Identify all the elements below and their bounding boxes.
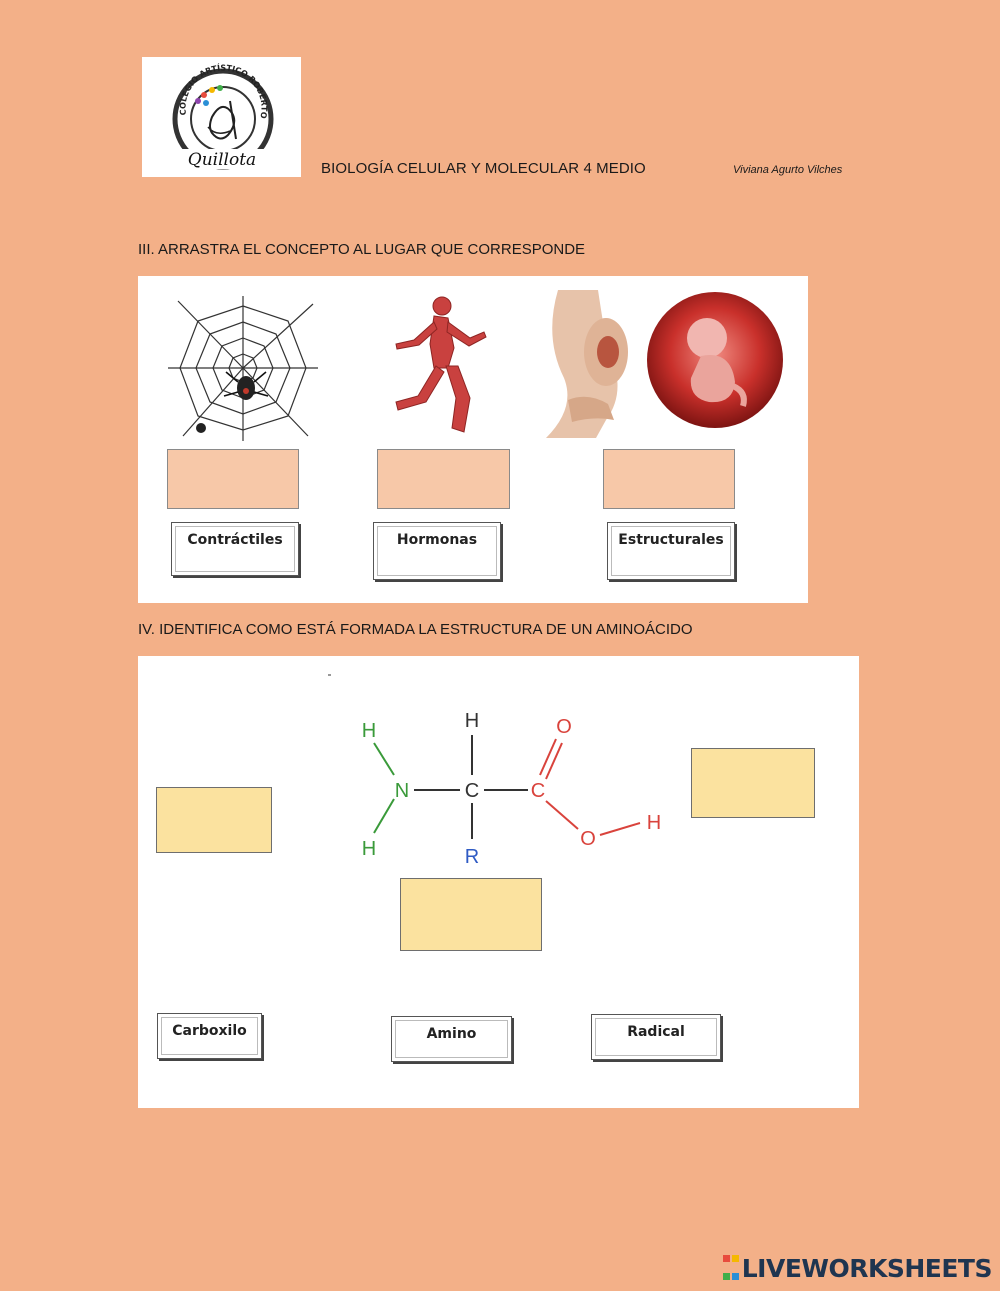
atom-c-carboxyl: C [530, 780, 546, 802]
card-estructurales[interactable] [607, 522, 735, 580]
atom-o-double: O [556, 716, 572, 738]
section-4-heading: IV. IDENTIFICA COMO ESTÁ FORMADA LA ESTRUCTURA DE UN AMINOÁCIDO [138, 621, 693, 638]
card-carboxilo-label: Carboxilo [172, 1023, 247, 1039]
liveworksheets-wordmark: LIVEWORKSHEETS [741, 1253, 992, 1283]
card-radical-label: Radical [627, 1024, 685, 1040]
card-hormonas-label: Hormonas [396, 532, 478, 548]
card-contractiles[interactable] [171, 522, 299, 576]
atom-r: R [464, 846, 480, 868]
author-name: Viviana Agurto Vilches [733, 164, 843, 176]
amino-acid-structure-diagram [338, 701, 678, 881]
pregnancy-image [538, 290, 638, 438]
atom-h-top-left: H [361, 720, 377, 742]
atom-n: N [394, 780, 410, 802]
card-hormonas[interactable] [373, 522, 501, 580]
logo-ring-text: COLEGIO ARTÍSTICO ROBERTO [178, 63, 269, 120]
fetus-image [645, 290, 785, 430]
drop-zone-amino[interactable] [156, 787, 272, 853]
liveworksheets-squares-icon [722, 1250, 740, 1286]
atom-h-bottom-left: H [361, 838, 377, 860]
school-logo [142, 57, 301, 177]
drop-zone-pregnancy[interactable] [603, 449, 735, 509]
muscle-runner-image [390, 292, 490, 440]
drop-zone-carboxyl[interactable] [691, 748, 815, 818]
card-amino[interactable] [391, 1016, 512, 1062]
card-amino-label: Amino [426, 1026, 477, 1042]
spider-web-image [168, 296, 318, 441]
section-3-heading: III. ARRASTRA EL CONCEPTO AL LUGAR QUE CORRESPONDE [138, 241, 586, 258]
card-carboxilo[interactable] [157, 1013, 262, 1059]
card-radical[interactable] [591, 1014, 721, 1060]
drop-zone-runner[interactable] [377, 449, 510, 509]
stray-dot [328, 674, 331, 676]
atom-h-right: H [646, 812, 662, 834]
liveworksheets-logo [722, 1253, 992, 1283]
atom-h-top: H [464, 710, 480, 732]
svg-text:COLEGIO ARTÍSTICO ROBERTO MATT [142, 57, 269, 119]
proteins-exercise-panel [138, 276, 808, 603]
logo-script: Quillota [187, 150, 257, 170]
card-contractiles-label: Contráctiles [187, 532, 283, 548]
card-estructurales-label: Estructurales [618, 532, 724, 548]
atom-o-single: O [580, 828, 596, 850]
drop-zone-web[interactable] [167, 449, 299, 509]
drop-zone-radical[interactable] [400, 878, 542, 951]
amino-acid-exercise-panel [138, 656, 859, 1108]
atom-c-alpha: C [464, 780, 480, 802]
page-title: BIOLOGÍA CELULAR Y MOLECULAR 4 MEDIO [321, 160, 646, 177]
